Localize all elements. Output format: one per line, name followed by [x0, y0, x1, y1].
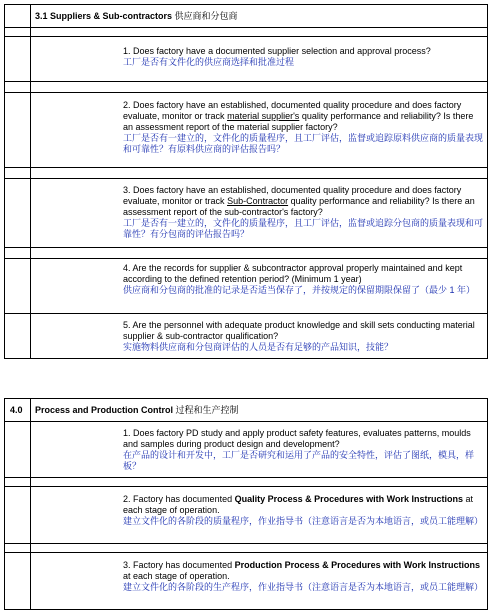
question-row-3 — [5, 553, 488, 610]
question-cell: 3. Does factory have an established, documented quality procedure and does factory evaluate, monitor or track Sub-Contractor quality performance and reliability? Is there an assessment report of the sub-contractor's factory? 工厂是否有一建立的，文件化的质量程序，且工厂评估，监督或追踪分包商的质量表现和可靠性？有分包商的评估报告吗？ — [31, 179, 488, 248]
question-row-5 — [5, 314, 488, 359]
spacer-row — [5, 28, 488, 37]
section-title: Process and Production Control 过程和生产控制 — [31, 399, 488, 422]
question-row-2 — [5, 487, 488, 544]
question-row-1 — [5, 422, 488, 478]
process-section-table — [4, 398, 488, 610]
question-cell: 2. Does factory have an established, documented quality procedure and does factory evaluate, monitor or track material supplier's quality performance and reliability? Is there an assessment report of the material supplier factory? 工厂是否有一建立的，文件化的质量程序，且工厂评估，监督或追踪原料供应商的质量表现和可靠性？有原料供应商的评估报告吗？ — [31, 93, 488, 168]
question-cell: 4. Are the records for supplier & subcontractor approval properly maintained and kept according to the defined retention period? (Minimum 1 year) 供应商和分包商的批准的记录是否适当保存了，并按规定的保留期限保留了（最少 1 年） — [31, 259, 488, 314]
section-num-cell — [5, 5, 31, 28]
question-cell: 2. Factory has documented Quality Process & Procedures with Work Instructions at each stage of operation. 建立文件化的各阶段的质量程序，作业指导书（注意语言是否为本地语言，或员工能理解） — [31, 487, 488, 544]
section-number: 4.0 — [5, 399, 31, 422]
section-header-row — [5, 399, 488, 422]
question-row-1 — [5, 37, 488, 82]
supplier-section-table — [4, 4, 488, 359]
section-header-row — [5, 5, 488, 28]
question-row-2 — [5, 93, 488, 168]
question-cell: 1. Does factory have a documented supplier selection and approval process? 工厂是否有文件化的供应商选择和批准过程 — [31, 37, 488, 82]
question-cell: 3. Factory has documented Production Process & Procedures with Work Instructions at each stage of operation. 建立文件化的各阶段的生产程序，作业指导书（注意语言是否为本地语言，或员工能理解） — [31, 553, 488, 610]
section-title: 3.1 Suppliers & Sub-contractors 供应商和分包商 — [31, 5, 488, 28]
question-cell: 1. Does factory PD study and apply product safety features, evaluates patterns, moulds and samples during product design and development? 在产品的设计和开发中，工厂是否研究和运用了产品的安全特性，评估了图纸，模具，样板？ — [31, 422, 488, 478]
question-row-4 — [5, 259, 488, 314]
question-row-3 — [5, 179, 488, 248]
question-cell: 5. Are the personnel with adequate product knowledge and skill sets conducting material supplier & sub-contractor qualification? 实施物料供应商和分包商评估的人员是否有足够的产品知识，技能？ — [31, 314, 488, 359]
